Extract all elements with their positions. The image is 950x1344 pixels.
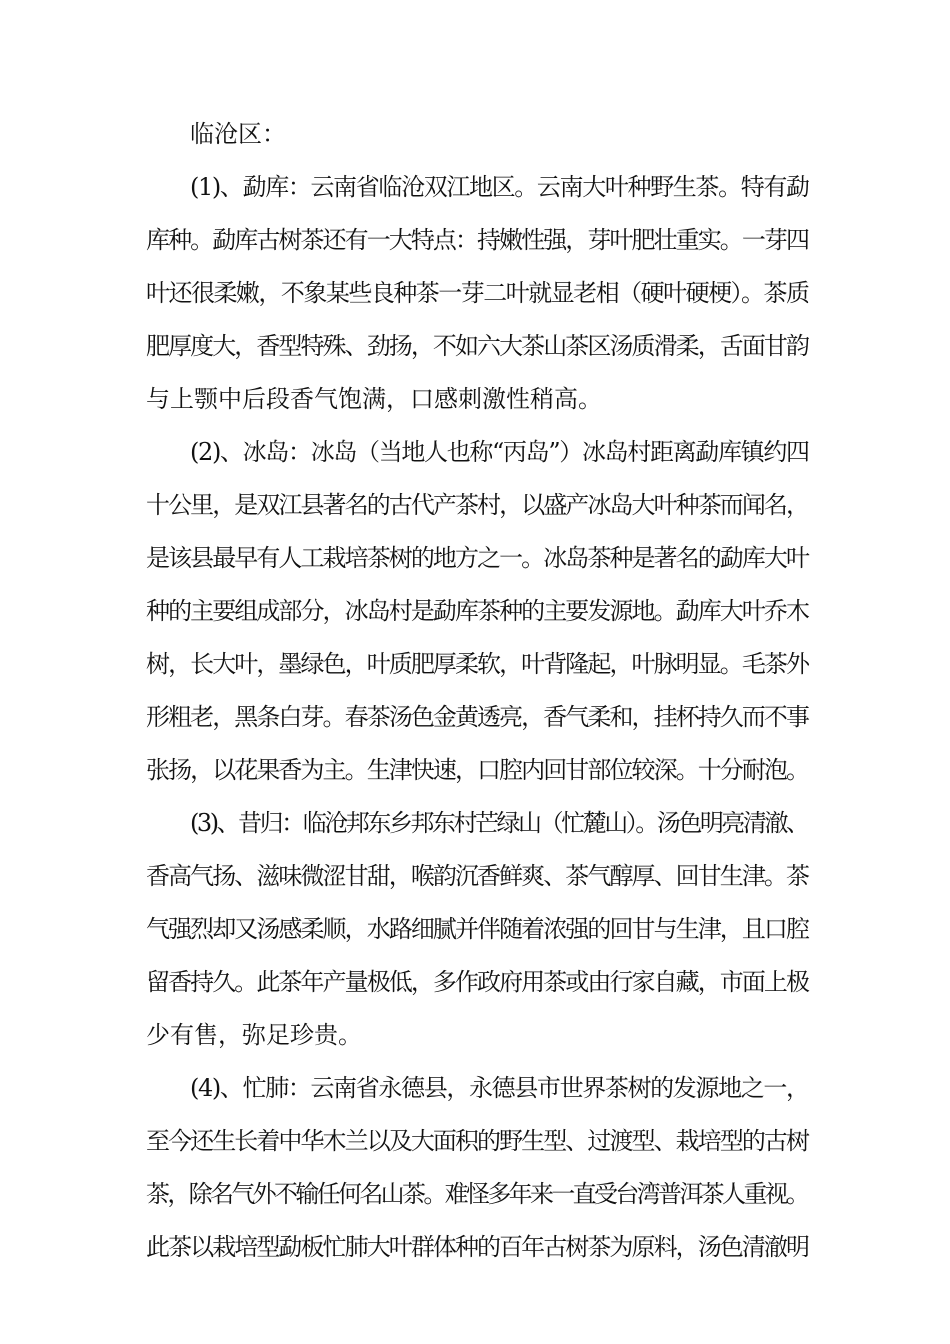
paragraph-2-line-5: 树，长大叶，墨绿色，叶质肥厚柔软，叶背隆起，叶脉明显。毛茶外 (146, 650, 809, 678)
paragraph-3-line-4: 留香持久。此茶年产量极低，多作政府用茶或由行家自藏，市面上极 (146, 968, 809, 996)
paragraph-1-line-4: 肥厚度大，香型特殊、劲扬，不如六大茶山茶区汤质滑柔，舌面甘韵 (146, 332, 809, 360)
paragraph-2-line-7: 张扬，以花果香为主。生津快速，口腔内回甘部位较深。十分耐泡。 (146, 756, 809, 784)
paragraph-3-line-1: (3)、昔归：临沧邦东乡邦东村芒绿山（忙麓山）。汤色明亮清澈、 (190, 809, 808, 837)
paragraph-2-line-4: 种的主要组成部分，冰岛村是勐库茶种的主要发源地。勐库大叶乔木 (146, 597, 809, 625)
paragraph-3-line-5: 少有售，弥足珍贵。 (146, 1021, 362, 1049)
paragraph-2-line-6: 形粗老，黑条白芽。春茶汤色金黄透亮，香气柔和，挂杯持久而不事 (146, 703, 809, 731)
paragraph-1-line-1: (1)、勐库：云南省临沧双江地区。云南大叶种野生茶。特有勐 (190, 173, 809, 201)
paragraph-3-line-3: 气强烈却又汤感柔顺，水路细腻并伴随着浓强的回甘与生津，且口腔 (146, 915, 809, 943)
paragraph-1-line-3: 叶还很柔嫩，不象某些良种茶一芽二叶就显老相（硬叶硬梗）。茶质 (146, 279, 809, 307)
paragraph-4-line-1: (4)、忙肺：云南省永德县，永德县市世界茶树的发源地之一， (190, 1074, 809, 1102)
paragraph-1-line-2: 库种。勐库古树茶还有一大特点：持嫩性强，芽叶肥壮重实。一芽四 (146, 226, 809, 254)
paragraph-2-line-1: (2)、冰岛：冰岛（当地人也称“丙岛”）冰岛村距离勐库镇约四 (190, 438, 809, 466)
paragraph-2-line-2: 十公里，是双江县著名的古代产茶村，以盛产冰岛大叶种茶而闻名， (146, 491, 809, 519)
paragraph-4-line-2: 至今还生长着中华木兰以及大面积的野生型、过渡型、栽培型的古树 (146, 1127, 809, 1155)
paragraph-4-line-4: 此茶以栽培型勐板忙肺大叶群体种的百年古树茶为原料，汤色清澈明 (146, 1233, 809, 1261)
paragraph-2-line-3: 是该县最早有人工栽培茶树的地方之一。冰岛茶种是著名的勐库大叶 (146, 544, 809, 572)
paragraph-1-line-5: 与上颚中后段香气饱满，口感刺激性稍高。 (146, 385, 602, 413)
paragraph-4-line-3: 茶，除名气外不输任何名山茶。难怪多年来一直受台湾普洱茶人重视。 (146, 1180, 808, 1208)
section-heading: 临沧区： (190, 120, 286, 148)
paragraph-3-line-2: 香高气扬、滋味微涩甘甜，喉韵沉香鲜爽、茶气醇厚、回甘生津。茶 (146, 862, 809, 890)
